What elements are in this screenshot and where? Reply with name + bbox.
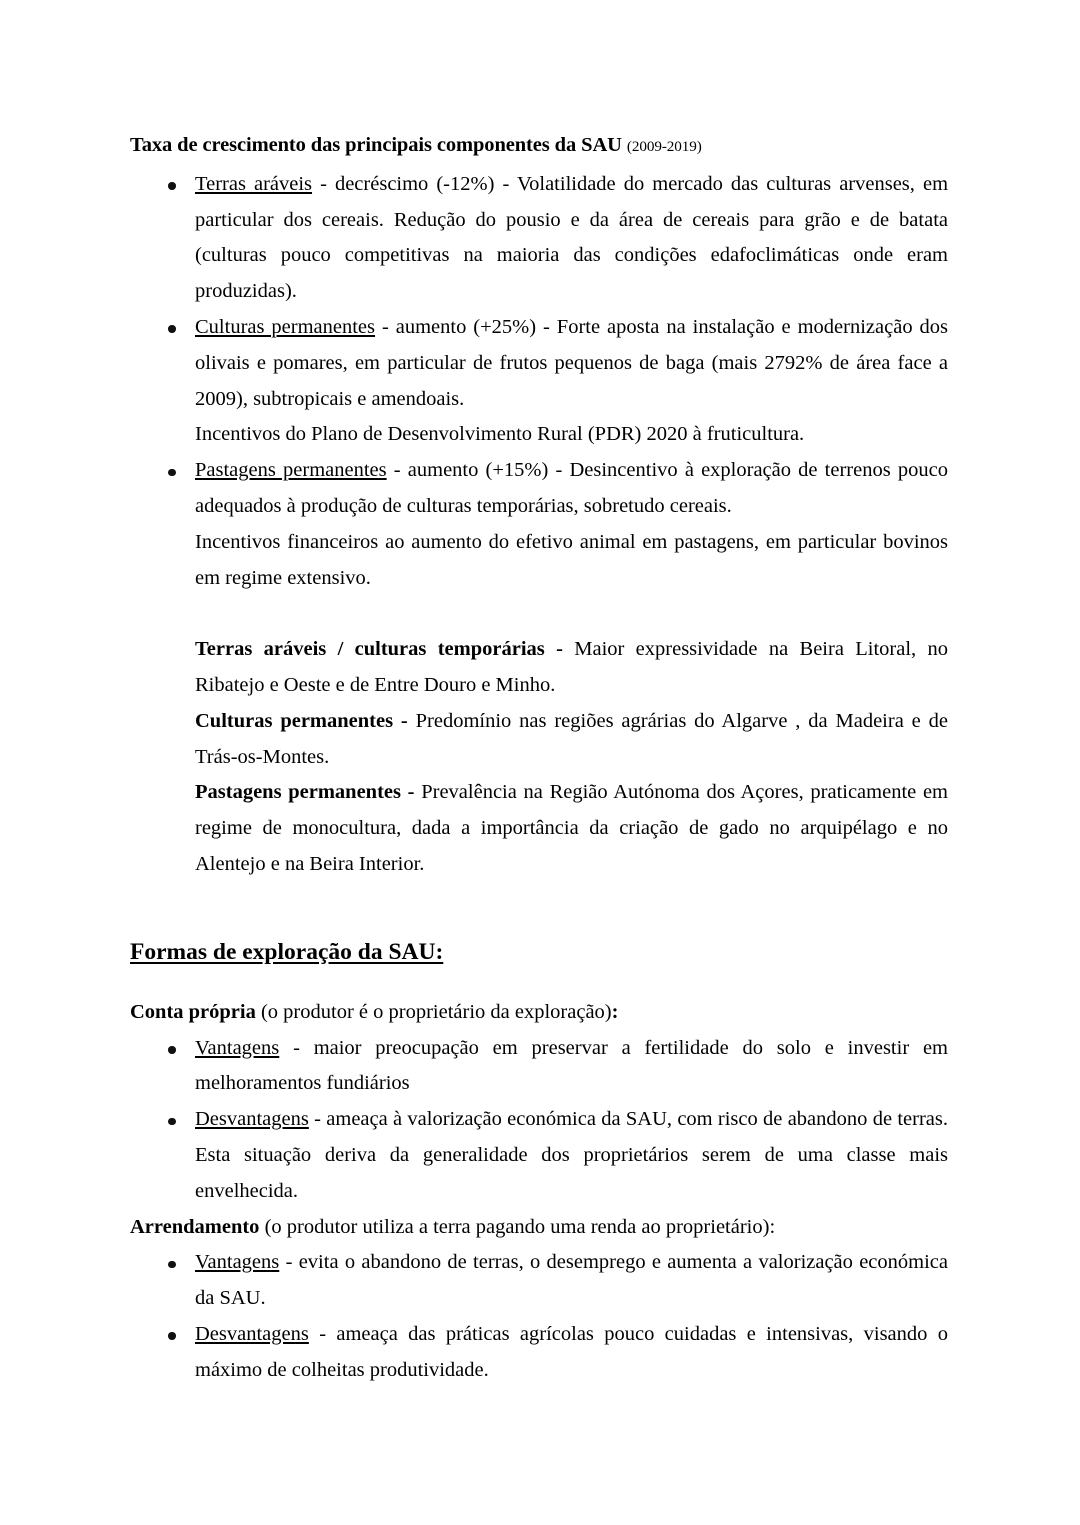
section-heading-text: Formas de exploração da SAU: (130, 938, 444, 965)
list-item-term: Terras aráveis (195, 172, 313, 195)
list-item-body: - evita o abandono de terras, o desemprego e aumenta a valorização económica da SAU. (195, 1251, 948, 1310)
region-note-body: Prevalência na Região Autónoma dos Açores, praticamente em regime de monocultura, dada a importância da criação de gado no arquipélago e no Alentejo e na Beira Interior. (195, 781, 948, 875)
page-title-period: (2009-2019) (626, 138, 702, 155)
list-item-content (195, 1245, 948, 1317)
page-title (130, 128, 948, 165)
list-item-body: - ameaça à valorização económica da SAU, com risco de abandono de terras. Esta situação deriva da generalidade dos proprietários serem de uma classe mais envelhecida. (195, 1108, 948, 1202)
list-item-body: - maior preocupação em preservar a fertilidade do solo e investir em melhoramentos fundiários (195, 1036, 948, 1095)
region-note (195, 632, 948, 704)
region-note (195, 775, 948, 882)
list-item-body: - aumento (+25%) - Forte aposta na instalação e modernização dos olivais e pomares, em particular de frutos pequenos de baga (mais 2792% de área face a 2009), subtropicais e amendoais. (195, 315, 948, 410)
list-item-content (195, 1031, 948, 1103)
tenure-term: Conta própria (130, 1000, 256, 1023)
tenure-term: Arrendamento (130, 1215, 260, 1238)
list-item-body: - decréscimo (-12%) - Volatilidade do mercado das culturas arvenses, em particular dos cereais. Redução do pousio e da área de cereais para grão e de batata (culturas pouco competitivas na maioria das condições edafoclimáticas onde eram produzidas). (195, 172, 949, 303)
list-item-term: Culturas permanentes (195, 315, 376, 338)
region-notes-block (130, 632, 948, 883)
list-item (130, 1102, 948, 1209)
list-item (130, 310, 948, 453)
list-item (130, 167, 948, 310)
list-item-extra: Incentivos financeiros ao aumento do efetivo animal em pastagens, em particular bovinos em regime extensivo. (195, 530, 948, 589)
list-item-term: Pastagens permanentes (195, 459, 387, 482)
tenure-lead-arrendamento (130, 1210, 948, 1246)
list-item-body: - aumento (+15%) - Desincentivo à exploração de terrenos pouco adequados à produção de culturas temporárias, sobretudo cereais. (195, 459, 948, 517)
tenure-lead-conta-propria (130, 995, 948, 1031)
list-item (130, 1317, 948, 1389)
list-item (130, 1245, 948, 1317)
list-item-content (195, 167, 948, 310)
list-item-term: Vantagens (195, 1251, 280, 1274)
list-item (130, 453, 948, 596)
section-heading (130, 935, 948, 969)
region-note-term: Pastagens permanentes - (195, 781, 422, 804)
document-body (130, 128, 948, 1389)
region-note-term: Terras aráveis / culturas temporárias - (195, 638, 575, 661)
list-item-content (195, 453, 948, 525)
growth-bullet-list (130, 167, 948, 597)
arrendamento-bullet-list (130, 1245, 948, 1388)
list-item-term: Desvantagens (195, 1322, 309, 1345)
region-note-body: Predomínio nas regiões agrárias do Algarve , da Madeira e de Trás-os-Montes. (195, 709, 948, 768)
list-item-extra: Incentivos do Plano de Desenvolvimento Rural (PDR) 2020 à fruticultura. (195, 423, 805, 446)
tenure-colon: : (769, 1215, 776, 1238)
list-item (130, 1031, 948, 1103)
region-note-term: Culturas permanentes - (195, 709, 416, 732)
list-item-content (195, 1102, 948, 1209)
list-item-content (195, 1317, 948, 1389)
tenure-colon: : (611, 1000, 619, 1023)
conta-propria-bullet-list (130, 1031, 948, 1210)
tenure-definition: (o produtor é o proprietário da exploração) (255, 1000, 612, 1023)
page-title-text: Taxa de crescimento das principais componentes da SAU (130, 134, 622, 156)
region-note (195, 704, 948, 776)
list-item-content (195, 310, 948, 417)
region-note-body: Maior expressividade na Beira Litoral, no Ribatejo e Oeste e de Entre Douro e Minho. (195, 638, 948, 696)
tenure-definition: (o produtor utiliza a terra pagando uma renda ao proprietário) (259, 1215, 770, 1238)
list-item-body: - ameaça das práticas agrícolas pouco cuidadas e intensivas, visando o máximo de colheitas produtividade. (195, 1322, 948, 1381)
list-item-term: Vantagens (195, 1036, 280, 1059)
list-item-term: Desvantagens (195, 1108, 309, 1131)
